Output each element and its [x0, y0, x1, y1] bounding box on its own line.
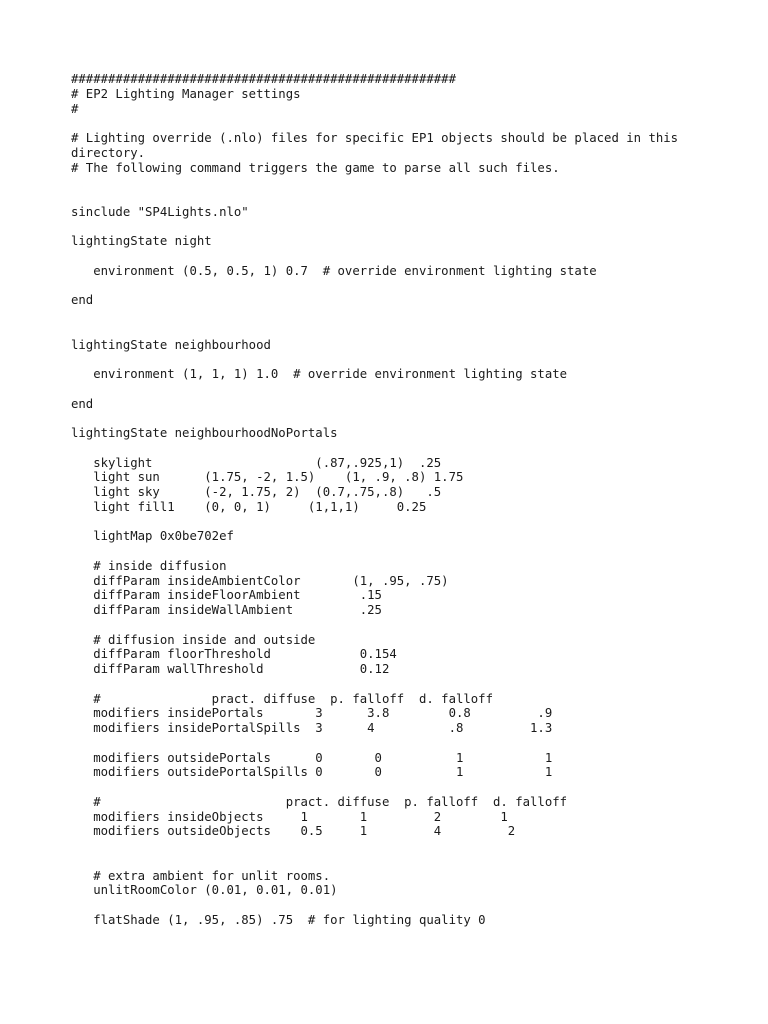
- text-line: end: [71, 396, 94, 411]
- text-line: [71, 220, 761, 235]
- text-line: [71, 308, 761, 323]
- text-line: # pract. diffuse p. falloff d. falloff: [71, 794, 568, 809]
- document-page: [71, 72, 761, 928]
- text-line: modifiers insidePortalSpills 3 4 .8 1.3: [71, 721, 553, 735]
- text-line: [71, 190, 761, 205]
- text-line: # inside diffusion: [71, 558, 227, 573]
- text-line: lightingState neighbourhoodNoPortals: [71, 426, 338, 440]
- text-line: [71, 116, 761, 131]
- text-line: [71, 780, 761, 795]
- text-line: # The following command triggers the game to parse all such files.: [71, 160, 560, 175]
- text-line: environment (0.5, 0.5, 1) 0.7 # override environment lighting state: [71, 263, 597, 278]
- text-line: light sky (-2, 1.75, 2) (0.7,.75,.8) .5: [71, 485, 442, 499]
- text-line: lightingState neighbourhood: [71, 337, 271, 352]
- text-line: [71, 175, 761, 190]
- text-line: # extra ambient for unlit rooms.: [71, 868, 331, 883]
- text-line: modifiers outsidePortalSpills 0 0 1 1: [71, 765, 553, 780]
- text-line: [71, 677, 761, 692]
- text-line: # pract. diffuse p. falloff d. falloff: [71, 691, 493, 706]
- text-line: # Lighting override (.nlo) files for specific EP1 objects should be placed in this: [71, 131, 679, 145]
- text-line: [71, 279, 761, 294]
- text-line: diffParam insideAmbientColor (1, .95, .75): [71, 573, 449, 588]
- text-line: light fill1 (0, 0, 1) (1,1,1) 0.25: [71, 499, 427, 514]
- text-line: [71, 854, 761, 869]
- text-line: flatShade (1, .95, .85) .75 # for lighting quality 0: [71, 912, 486, 927]
- text-line: [71, 618, 761, 633]
- text-line: directory.: [71, 145, 146, 160]
- text-line: [71, 839, 761, 854]
- text-line: diffParam wallThreshold 0.12: [71, 662, 390, 676]
- text-line: # EP2 Lighting Manager settings: [71, 86, 301, 101]
- text-line: light sun (1.75, -2, 1.5) (1, .9, .8) 1.75: [71, 470, 464, 485]
- text-line: [71, 898, 761, 913]
- text-line: [71, 411, 761, 426]
- text-line: diffParam insideWallAmbient .25: [71, 603, 382, 617]
- text-line: modifiers insidePortals 3 3.8 0.8 .9: [71, 706, 553, 721]
- text-line: environment (1, 1, 1) 1.0 # override environment lighting state: [71, 367, 568, 381]
- text-line: modifiers outsideObjects 0.5 1 4 2: [71, 824, 516, 839]
- text-line: #: [71, 101, 79, 116]
- text-line: skylight (.87,.925,1) .25: [71, 455, 442, 470]
- text-line: [71, 352, 761, 367]
- text-line: # diffusion inside and outside: [71, 632, 316, 647]
- text-line: [71, 736, 761, 751]
- text-line: [71, 382, 761, 397]
- text-line: lightMap 0x0be702ef: [71, 529, 234, 544]
- text-line: ####################################################: [71, 72, 456, 86]
- text-line: [71, 249, 761, 264]
- text-line: [71, 544, 761, 559]
- text-line: lightingState night: [71, 234, 212, 249]
- text-line: [71, 515, 761, 530]
- text-line: end: [71, 293, 94, 308]
- text-line: diffParam insideFloorAmbient .15: [71, 588, 382, 603]
- text-line: [71, 323, 761, 338]
- text-line: diffParam floorThreshold 0.154: [71, 647, 397, 662]
- text-line: modifiers insideObjects 1 1 2 1: [71, 809, 508, 824]
- text-line: modifiers outsidePortals 0 0 1 1: [71, 750, 553, 765]
- text-line: unlitRoomColor (0.01, 0.01, 0.01): [71, 883, 338, 898]
- text-line: sinclude "SP4Lights.nlo": [71, 204, 249, 219]
- text-line: [71, 441, 761, 456]
